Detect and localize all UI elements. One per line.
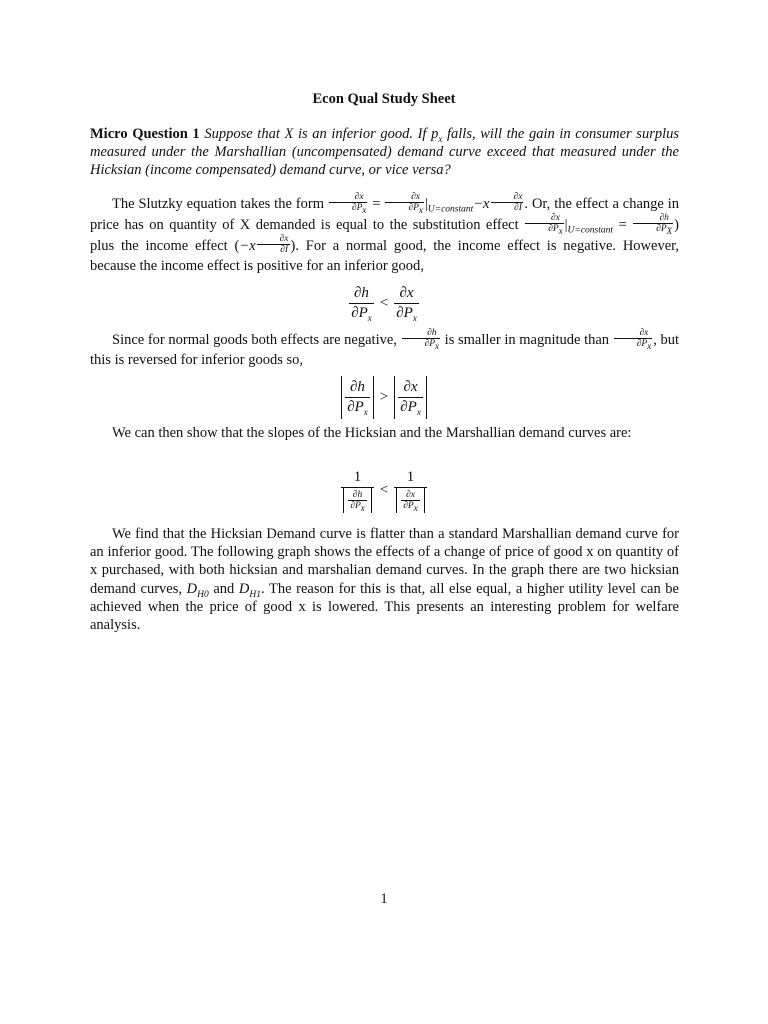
frac-income-effect: $\frac{\partial x}{\partial I}$ [257,234,290,255]
frac-sub-effect-left: $\frac{\partial x}{\partial P_x}$ [525,213,564,234]
paragraph-slutsky: The Slutzky equation takes the form $\frac{\partial x}{\partial P_x}$ = $\frac{\partial x}{\partial P_x}$ $|_{U=constant}-x$ $\frac{\partial x}{\partial I}$ . Or, the effect a change in price has on quantity of X demanded is equal to the substitution effect $\frac{\partial x}{\partial P_x}$ $|_{U=constant}$ = $\frac{\partial h}{\partial P_X}$ ) plus the income effect (−x $\frac{\partial x}{\partial I}$ ). For a normal good, the income effect is negative. However, because the income effect is positive for an inferior good, [90,192,680,274]
question-block [90,125,679,180]
page-number: 1 [380,891,388,907]
frac-dx-dpx-3: $\frac{\partial x}{\partial P_x}$ [614,328,653,349]
paragraph-magnitude: Since for normal goods both effects are negative, $\frac{\partial h}{\partial P_x}$ is smaller in magnitude than $\frac{\partial x}{\partial P_x}$ , but this is reversed for inferior goods so, [90,328,679,368]
frac-dx-dpx-2: $\frac{\partial x}{\partial P_x}$ [385,192,424,213]
frac-dh-dpx: $\frac{\partial h}{\partial P_x}$ [402,328,441,349]
question-text: Suppose that X is an inferior good. If $p_x$ falls, will the gain in consumer surplus measured under the Marshallian (uncompensated) demand curve exceed that measured under the Hicksian (income compensated) demand curve, or vice versa? [90,126,680,179]
frac-sub-effect-right: $\frac{\partial h}{\partial P_X}$ [633,213,673,234]
display-eq-3: $\frac{1}{\frac{\partial h}{\partial P_x}}$ < $\frac{1}{\frac{\partial x}{\partial P_x}}$ [0,468,768,513]
frac-dx-dpx: $\frac{\partial x}{\partial P_x}$ [329,192,368,213]
paragraph-hicksian-flatter: We find that the Hicksian Demand curve is flatter than a standard Marshallian demand curve for an inferior good. The following graph shows the effects of a change of price of good x on quantity of x purchased, with both hicksian and marshalian demand curves. In the graph there are two hicksian demand curves, $D_{H0}$ and $D_{H1}$. The reason for this is that, all else equal, a higher utility level can be achieved when the price of good x is lowered. This presents an interesting problem for welfare analysis. [90,526,679,634]
paragraph-slopes: We can then show that the slopes of the Hicksian and the Marshallian demand curves are: [112,425,632,441]
page-title: Econ Qual Study Sheet [312,91,456,107]
question-label: Micro Question 1 [90,126,200,142]
display-eq-1: $\frac{\partial h}{\partial P_x}$ < $\frac{\partial x}{\partial P_x}$ [351,285,417,323]
frac-dx-di: $\frac{\partial x}{\partial I}$ [491,192,524,213]
display-eq-2: $\frac{\partial h}{\partial P_x}$ > $\frac{\partial x}{\partial P_x}$ [0,376,768,419]
